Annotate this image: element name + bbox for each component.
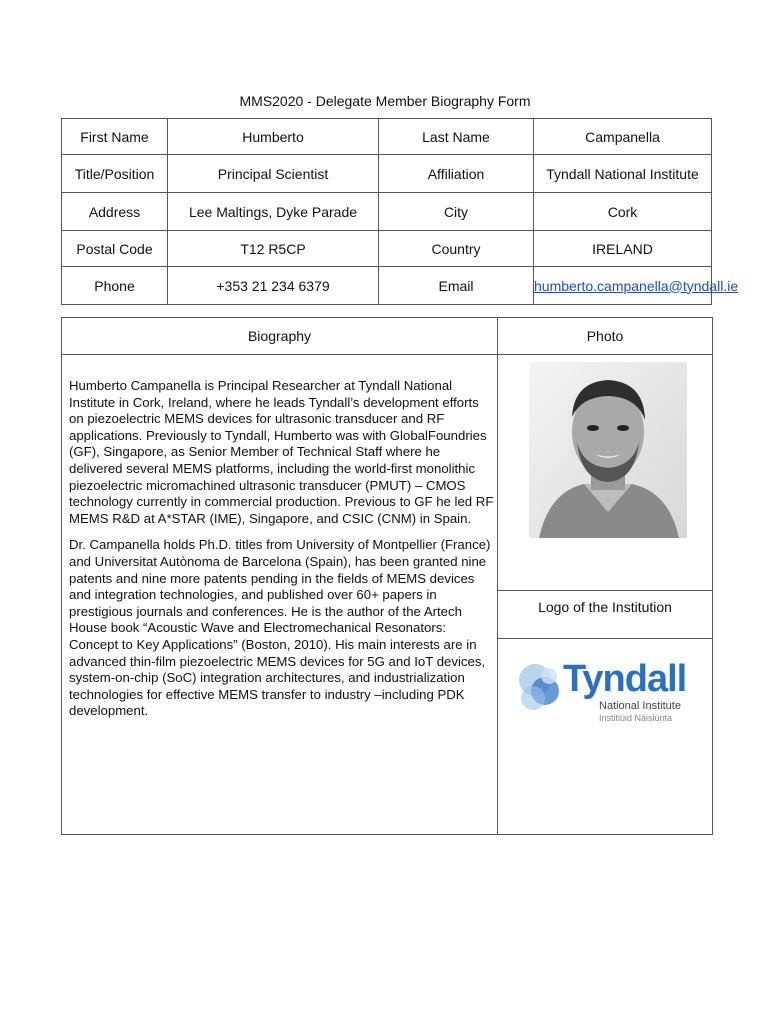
logo-irish-subtitle: Institiúid Náisiúnta <box>599 713 673 723</box>
country-value: IRELAND <box>534 231 712 267</box>
email-link[interactable]: humberto.campanella@tyndall.ie <box>534 277 739 294</box>
delegate-photo <box>529 362 687 538</box>
logo-brand: Tyndall <box>563 658 687 700</box>
first-name-label: First Name <box>62 119 168 155</box>
affiliation-label: Affiliation <box>379 155 534 193</box>
member-info-table <box>61 118 739 305</box>
logo-header: Logo of the Institution <box>538 599 672 615</box>
country-label: Country <box>379 231 534 267</box>
last-name-value: Campanella <box>534 119 712 155</box>
title-value: Principal Scientist <box>168 155 379 193</box>
table-row <box>62 193 712 231</box>
postal-code-label: Postal Code <box>62 231 168 267</box>
table-row <box>62 231 712 267</box>
city-value: Cork <box>534 193 712 231</box>
biography-header: Biography <box>247 328 312 344</box>
biography-paragraph: Humberto Campanella is Principal Researcher at Tyndall National Institute in Cork, Ireland, where he leads Tyndall’s development efforts on piezoelectric MEMS devices for ultrasonic transducer and RF applications. Previously to Tyndall, Humberto was with GlobalFoundries (GF), Singapore, as Senior Member of Technical Staff where he delivered several MEMS platforms, including the world-first monolithic piezoelectric micromachined ultrasonic transducer (PMUT) – CMOS technology currently in commercial production. Previous to GF he led RF MEMS R&D at A*STAR (IME), Singapore, and CSIC (CNM) in Spain. <box>69 378 494 526</box>
phone-value: +353 21 234 6379 <box>168 267 379 305</box>
last-name-label: Last Name <box>379 119 534 155</box>
first-name-value: Humberto <box>168 119 379 155</box>
table-row <box>62 119 712 155</box>
phone-label: Phone <box>62 267 168 305</box>
title-label: Title/Position <box>62 155 168 193</box>
address-label: Address <box>62 193 168 231</box>
biography-paragraph: Dr. Campanella holds Ph.D. titles from University of Montpellier (France) and Universitat Autònoma de Barcelona (Spain), has been granted nine patents and nine more patents pending in the fields of MEMS devices and integration technologies, and published over 60+ papers in prestigious journals and conferences. He is the author of the Artech House book “Acoustic Wave and Electromechanical Resonators: Concept to Key Applications” (Boston, 2010). His main interests are in advanced thin-film piezoelectric MEMS devices for 5G and IoT devices, system-on-chip (SoC) integration architectures, and industrialization technologies for effective MEMS transfer to industry –including PDK development. <box>69 537 491 719</box>
logo-subtitle: National Institute <box>599 700 681 712</box>
photo-divider <box>498 590 712 591</box>
biography-section <box>61 317 713 835</box>
affiliation-value: Tyndall National Institute <box>534 155 712 193</box>
city-label: City <box>379 193 534 231</box>
email-cell <box>534 267 739 305</box>
table-row <box>62 155 712 193</box>
institution-logo <box>515 658 687 728</box>
biography-text <box>69 378 497 730</box>
form-title: MMS2020 - Delegate Member Biography Form <box>239 93 531 109</box>
column-divider <box>497 318 498 835</box>
photo-header: Photo <box>586 328 624 344</box>
table-row <box>62 267 712 305</box>
email-label: Email <box>379 267 534 305</box>
logo-divider <box>498 638 712 639</box>
address-value: Lee Maltings, Dyke Parade <box>168 193 379 231</box>
postal-code-value: T12 R5CP <box>168 231 379 267</box>
header-divider <box>62 354 712 355</box>
portrait-image <box>529 362 687 538</box>
